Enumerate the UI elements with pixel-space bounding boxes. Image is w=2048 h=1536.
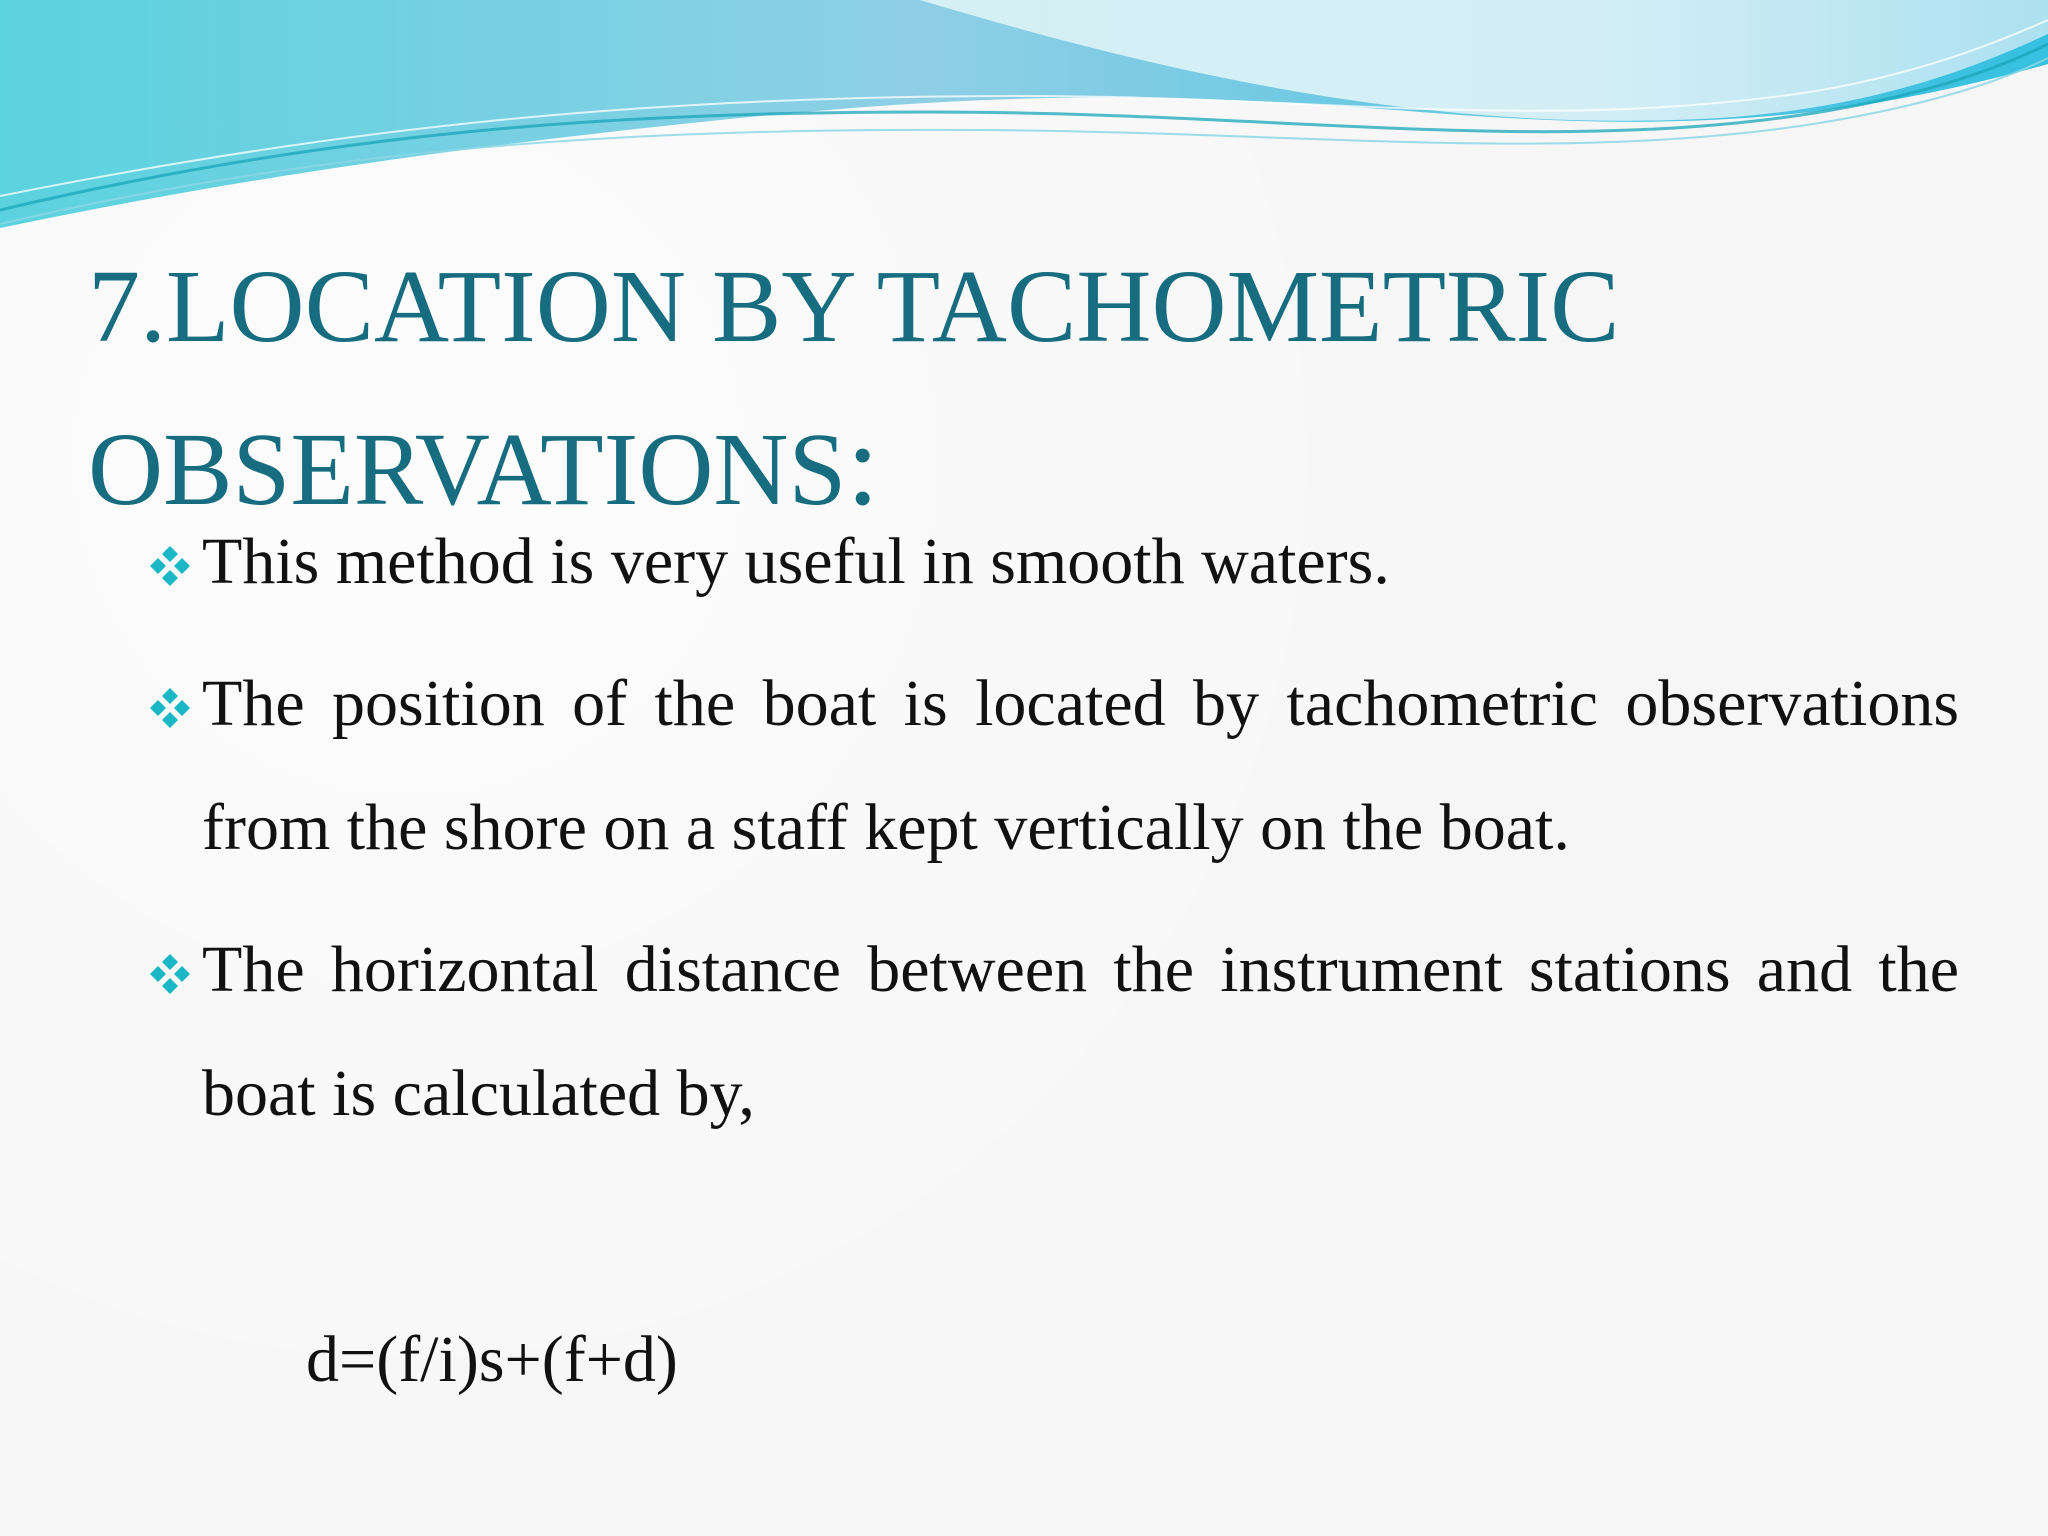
bullet-item-smooth-waters	[144, 500, 1959, 624]
decorative-wave-header	[0, 0, 2048, 260]
bullet-text: This method is very useful in smooth waters.	[202, 525, 1390, 598]
distance-formula: d=(f/i)s+(f+d)	[306, 1323, 678, 1396]
bullet-item-boat-position	[144, 642, 1959, 890]
four-diamond-bullet-icon	[148, 952, 192, 996]
slide-title-text: 7.LOCATION BY TACHOMETRIC OBSERVATIONS	[88, 249, 1620, 527]
four-diamond-bullet-icon	[148, 686, 192, 730]
four-diamond-bullet-icon	[148, 544, 192, 588]
bullet-item-horizontal-distance	[144, 908, 1959, 1156]
slide-title-colon: :	[846, 399, 880, 530]
bullet-text: The position of the boat is located by tachometric observations from the shore on a staff kept vertically on the boat.	[202, 667, 1959, 864]
bullet-text: The horizontal distance between the instrument stations and the boat is calculated by,	[202, 933, 1959, 1130]
bullet-list	[144, 500, 1959, 1174]
